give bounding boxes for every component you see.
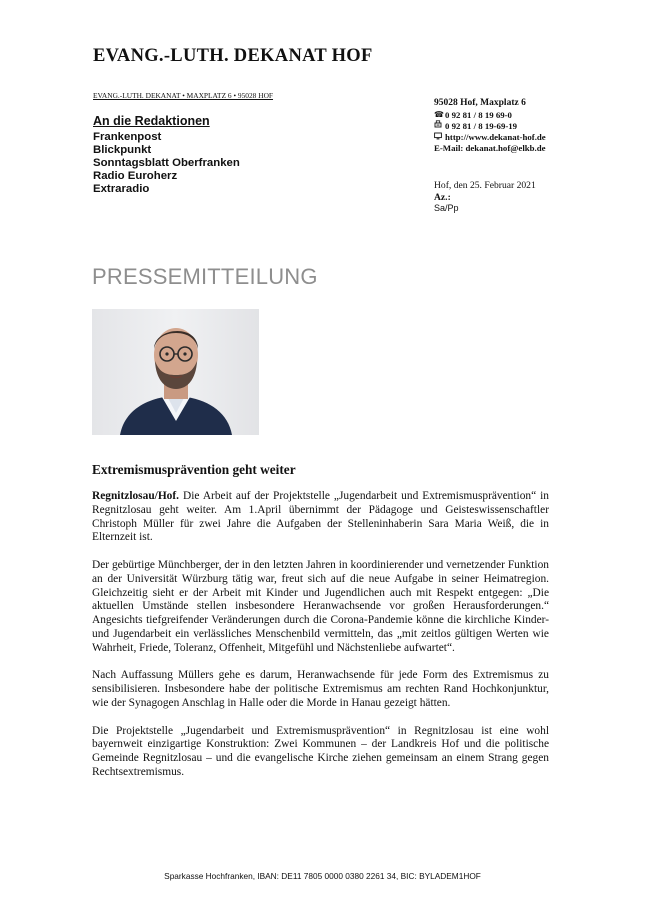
sender-phone: 0 92 81 / 8 19 69-0	[445, 109, 512, 120]
sender-address: 95028 Hof, Maxplatz 6	[434, 98, 526, 108]
recipient-line: Sonntagsblatt Oberfranken	[93, 157, 240, 169]
date-block	[434, 180, 536, 215]
phone-icon: ☎	[434, 109, 444, 119]
sender-fax-row	[434, 120, 546, 132]
dateline-location: Regnitzlosau/Hof.	[92, 490, 180, 502]
recipient-line: Radio Euroherz	[93, 170, 178, 182]
sender-contact-block	[434, 98, 546, 154]
fax-icon	[434, 120, 442, 132]
paragraph-text: Die Arbeit auf der Projektstelle „Jugendarbeit und Extremismusprävention“ in Regnitzlosau geht weiter. Am 1.April übernimmt der Pädagoge und Geisteswissenschaftler Christoph Müller für zwei Jahre die Aufgaben der Stelleninhaberin Sara Maria Weiß, die in Elternzeit ist.	[92, 490, 549, 544]
recipients-list	[93, 131, 240, 196]
sender-fax: 0 92 81 / 8 19-69-19	[445, 120, 518, 131]
portrait-illustration	[92, 309, 259, 435]
sender-phone-row	[434, 110, 546, 121]
body-paragraph: Die Projektstelle „Jugendarbeit und Extremismusprävention“ in Regnitzlosau ist eine wohl bayernweit einzigartige Konstruktion: Zwei Kommunen – der Landkreis Hof und die politische Gemeinde Regnitzlosau – und die evangelische Kirche ziehen gemeinsam an einem Strang gegen Rechtsextremismus.	[92, 724, 549, 778]
sender-email[interactable]: E-Mail: dekanat.hof@elkb.de	[434, 143, 546, 154]
return-address: EVANG.-LUTH. DEKANAT • MAXPLATZ 6 • 95028 HOF	[93, 91, 274, 100]
article-headline: Extremismusprävention geht weiter	[92, 462, 296, 477]
body-paragraph: Der gebürtige Münchberger, der in den letzten Jahren in koordinierender und vernetzender Funktion an der Universität Würzburg tätig war, freut sich auf die neue Aufgabe in seiner Heimatregion. Gleichzeitig sieht er der Arbeit mit Kinder und Jugendlichen auch mit Respekt entgegen: „Die aktuellen Umstände stellen insbesondere Heranwachsende vor großen Herausforderungen.“ Angesichts tiefgreifender Veränderungen durch die Corona-Pandemie könne die kirchliche Kinder- und Jugendarbeit ein verlässliches Menschenbild vermitteln, das „mit zeitlos gültigen Werten wie Wahrheit, Friede, Toleranz, Offenheit, Mitgefühl und Nächstenliebe aufwartet“.	[92, 558, 549, 654]
letterhead-title: EVANG.-LUTH. DEKANAT HOF	[93, 46, 373, 66]
letter-date: Hof, den 25. Februar 2021	[434, 180, 536, 191]
bank-details-footer: Sparkasse Hochfranken, IBAN: DE11 7805 0000 0380 2261 34, BIC: BYLADEM1HOF	[164, 871, 481, 881]
body-paragraph	[92, 490, 549, 545]
sender-web-row	[434, 132, 546, 144]
press-release-title: PRESSEMITTEILUNG	[92, 264, 318, 289]
article-body	[92, 490, 549, 794]
reference-label: Az.:	[434, 191, 451, 203]
recipient-line: Frankenpost	[93, 131, 162, 143]
reference-code: Sa/Pp	[434, 203, 459, 213]
recipients-heading: An die Redaktionen	[93, 114, 210, 128]
portrait-photo	[92, 309, 259, 435]
recipients-block	[93, 113, 240, 196]
body-paragraph: Nach Auffassung Müllers gehe es darum, Heranwachsende für jede Form des Extremismus zu sensibilisieren. Insbesondere habe der politische Extremismus am rechten Rand Hochkonjunktur, wie der Synagogen Anschlag in Halle oder die Morde in Hanau gezeigt hätten.	[92, 669, 549, 709]
recipient-line: Extraradio	[93, 183, 150, 195]
recipient-line: Blickpunkt	[93, 144, 152, 156]
sender-web[interactable]: http://www.dekanat-hof.de	[445, 132, 546, 143]
web-icon	[434, 132, 442, 144]
